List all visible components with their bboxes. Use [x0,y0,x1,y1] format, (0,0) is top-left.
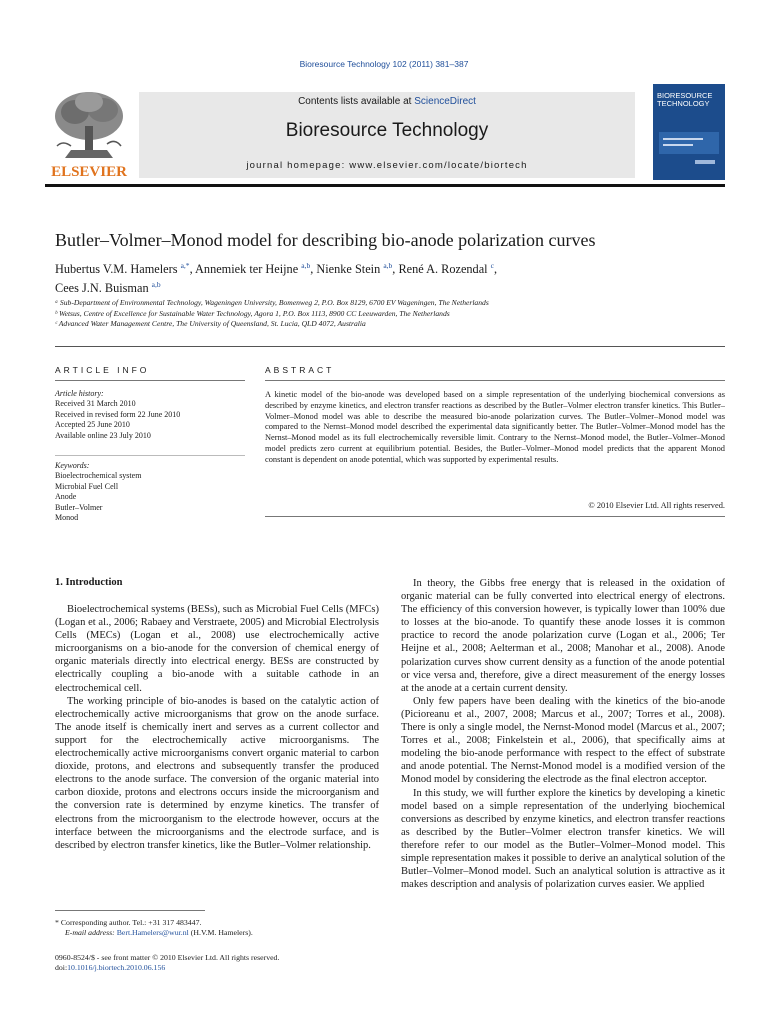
body-column-left [55,603,379,852]
sciencedirect-link[interactable]: ScienceDirect [414,96,476,107]
email-line [55,928,379,938]
author-separator: , [392,262,399,277]
doi-line [55,963,379,973]
author-name: Hubertus V.M. Hamelers [55,262,178,277]
journal-header [45,84,725,180]
author-affiliation-marker[interactable]: c [490,261,495,270]
issn-line: 0960-8524/$ - see front matter © 2010 Elsevier Ltd. All rights reserved. [55,953,280,962]
publisher-wordmark: ELSEVIER [51,164,127,180]
contents-prefix: Contents lists available at [298,96,415,107]
section-heading-introduction: 1. Introduction [55,577,123,588]
abstract-divider [265,380,725,381]
abstract-text: A kinetic model of the bio-anode was developed based on a simple representation of the underlying biochemical conversions as described by enzyme kinetics, and electron transfer reactions as described by the Butler–Volmer electron transfer kinetics. This Butler–Volmer–Monod model was able to describe the measured bio-anode polarization curves. The Butler–Volmer–Monod model was compared to the Nernst–Monod model described the experimental data significantly better. The Butler–Volmer–Monod model has the Nernst–Monod model as its full electrochemically reversible limit. Contrary to the Nernst–Monod model, the Butler–Volmer–Monod model predicts zero current at equilibrium potential. Besides, the Butler–Volmer–Monod model predicts that the apparent Monod constant is dependent on anode potential, which was supported by experimental results. [265,390,725,464]
email-suffix: (H.V.M. Hamelers). [188,928,253,938]
keyword: Microbial Fuel Cell [55,481,119,491]
cover-title: BIORESOURCE TECHNOLOGY [657,91,713,108]
abstract-copyright: © 2010 Elsevier Ltd. All rights reserved. [588,501,725,510]
author-affiliation-marker[interactable]: a,* [180,261,190,270]
body-paragraph: In theory, the Gibbs free energy that is released in the oxidation of organic material can be fully converted into electrical energy of electrons. The efficiency of this conversion however, is typically lower than 100% due to losses at the bio-anode. To quantify these anode losses it is common practice to record the anode polarization curve (Logan et al., 2006; Ter Heijne et al., 2008; Aelterman et al., 2008; Manohar et al., 2008). Anode polarization curves show current density as a function of the anode potential or vice versa and, therefore, give a direct measurement of the energy losses at the anode at a certain current density. [401,578,725,694]
contents-line [139,96,635,107]
history-item: Received in revised form 22 June 2010 [55,409,181,419]
author-name: René A. Rozendal [398,262,488,277]
body-paragraph: Only few papers have been dealing with the kinetics of the bio-anode (Picioreanu et al., 2007, 2008; Marcus et al., 2007; Torres et al., 2008). There is only a single model, the Nernst-Monod model (Marcus et al., 2007; Torres et al., 2008; Finkelstein et al., 2006), that specifically aims at modeling the bio-anode performance with respect to the effect of substrate and anode potential. The Nernst-Monod model is a modified version of the Monod model by considering the electrode as the final electron acceptor. [401,695,725,786]
author-separator: , [189,262,196,277]
keyword: Monod [55,513,79,523]
affiliation-line: ᶜ Advanced Water Management Centre, The University of Queensland, St. Lucia, QLD 4072, Australia [55,319,366,328]
affiliation-line: ᵇ Wetsus, Centre of Excellence for Sustainable Water Technology, Agora 1, P.O. Box 1113, 8900 CC Leeuwarden, The Netherlands [55,308,450,318]
keyword: Bioelectrochemical system [55,471,142,481]
elsevier-logo[interactable] [45,86,133,180]
corresponding-author: * Corresponding author. Tel.: +31 317 483447. [55,918,202,927]
author-affiliation-marker[interactable]: a,b [151,280,161,290]
body-paragraph: Bioelectrochemical systems (BESs), such as Microbial Fuel Cells (MFCs) (Logan et al., 2006; Rabaey and Verstraete, 2005) and Microbial Electrolysis Cells (MECs) (Logan et al., 2008) use electrochemically active microorganisms on a bio-anode for the conversion of chemical energy of organic materials directly into electrical energy. BESs are constructed by electrically coupling a bio-anode with a suitable cathode in an electrochemical cell. [55,604,379,694]
journal-reference[interactable]: Bioresource Technology 102 (2011) 381–387 [299,59,469,69]
elsevier-tree-icon [45,86,133,180]
article-info-heading: ARTICLE INFO [55,365,150,375]
abstract-heading: ABSTRACT [265,365,335,375]
author-name: Nienke Stein [316,262,381,277]
journal-banner [139,92,635,178]
keywords [55,461,245,523]
body-paragraph: The working principle of bio-anodes is based on the catalytic action of electrochemically active microorganisms that grow on the anode surface. The anode itself is chemically inert and serves as a current collector and support for the electrochemically active microorganisms. The electrochemically active microorganisms convert organic material to carbon dioxide, protons, and electrons and subsequently transfer the produced electrons to the anode surface. The conversion of the organic material into carbon dioxide, protons and electrons occurs inside the microorganism and the conversion rate is determined by enzyme kinetics. The transfer of electrons from the microorganism to the electrode however, occurs at the interface between the microorganisms and the electrode surface, and is described by electron transfer kinetics, like the Butler–Volmer relationship. [55,695,379,851]
keywords-divider [55,455,245,456]
affiliation-line: ᵃ Sub-Department of Environmental Technology, Wageningen University, Bomenweg 2, P.O. Box 8129, 6700 EV Wageningen, The Netherlands [55,298,489,307]
history-item: Accepted 25 June 2010 [55,420,130,430]
cover-graphic-icon [659,128,719,168]
journal-title: Bioresource Technology [285,120,489,141]
history-item: Available online 23 July 2010 [55,430,151,440]
affiliations [55,298,735,330]
author-separator: , [310,262,317,277]
history-item: Received 31 March 2010 [55,399,136,409]
author-name: Annemiek ter Heijne [195,262,299,277]
abstract-bottom-divider [265,516,725,517]
author-affiliation-marker[interactable]: a,b [383,261,393,270]
publication-info [55,953,379,974]
corresponding-author-footnote [55,918,379,938]
email-link[interactable]: Bert.Hamelers@wur.nl [116,928,189,938]
article-history [55,389,245,441]
history-label: Article history: [55,389,104,398]
doi-link[interactable]: 10.1016/j.biortech.2010.06.156 [67,963,166,973]
keywords-label: Keywords: [55,461,90,470]
keyword: Anode [55,492,77,502]
journal-homepage[interactable]: journal homepage: www.elsevier.com/locate/biortech [246,160,528,171]
author-name: Cees J.N. Buisman [55,281,149,296]
author-affiliation-marker[interactable]: a,b [301,261,311,270]
footnote-divider [55,910,205,911]
header-divider [45,184,725,187]
author-separator: , [494,262,498,277]
title-divider [55,346,725,347]
author-list [55,258,695,296]
body-paragraph: In this study, we will further explore the kinetics by developing a kinetic model based on a simple representation of the underlying biochemical conversions as described by enzyme kinetics, and electron transfer reactions as described by the Butler–Volmer electron transfer kinetics. We will therefore refer to our model as the Butler–Volmer–Monod model. This simple representation makes it possible to derive an analytical solution of the Butler–Volmer–Monod model. Such an analytical solution is attractive as it makes description and analysis of polarization curves easier. We applied [401,787,725,891]
article-info-divider [55,380,245,381]
journal-cover-thumbnail[interactable] [653,84,725,180]
body-column-right [401,577,725,891]
doi-label: doi: [55,963,68,973]
paper-title: Butler–Volmer–Monod model for describing bio-anode polarization curves [55,230,596,250]
keyword: Butler–Volmer [55,502,103,512]
email-label: E-mail address: [65,928,117,938]
